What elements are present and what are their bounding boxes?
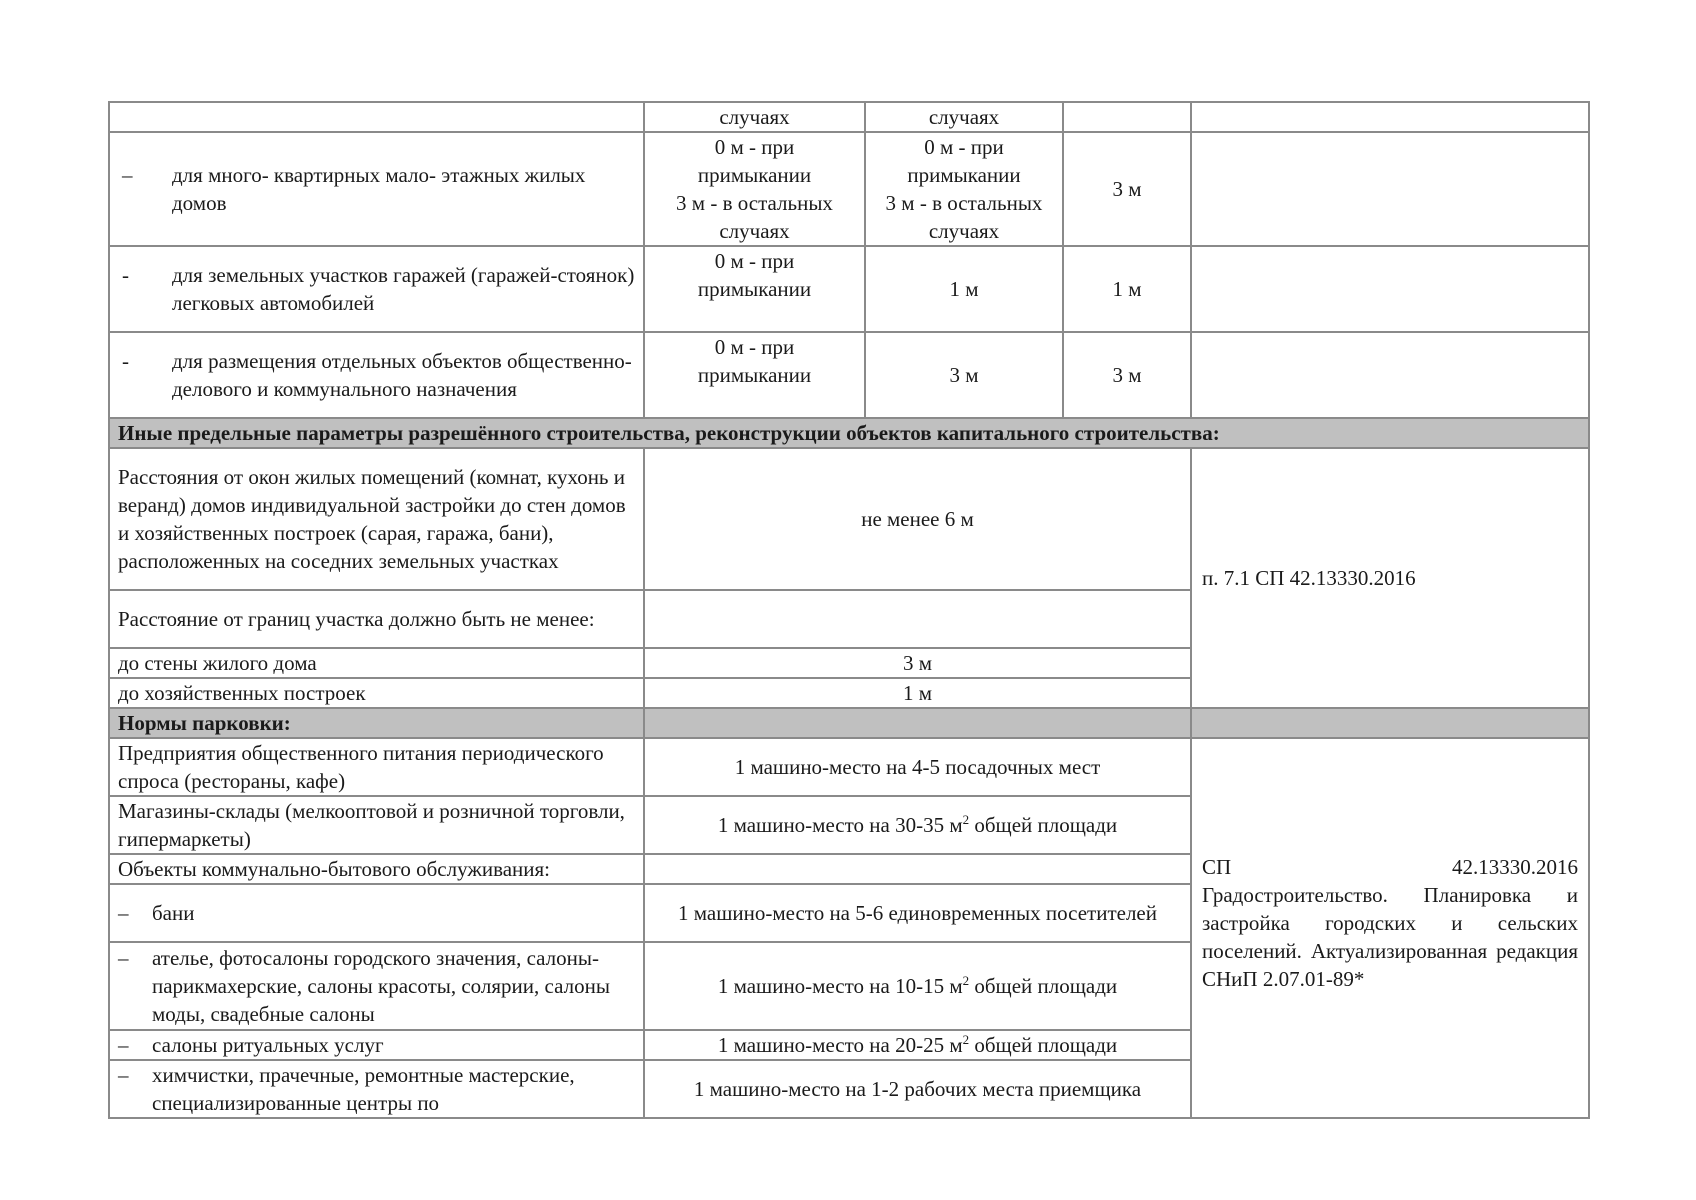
list-marker: –	[118, 946, 129, 970]
value-cell	[1063, 102, 1191, 132]
param-cell	[109, 132, 644, 246]
source-first-line: СП 42.13330.2016	[1202, 855, 1578, 879]
param-cell: Объекты коммунально-бытового обслуживания:	[109, 854, 644, 884]
list-marker: -	[122, 263, 129, 287]
table-row	[109, 132, 1589, 246]
param-cell: Магазины-склады (мелкооптовой и розничной торговли, гипермаркеты)	[109, 796, 644, 854]
param-cell	[109, 884, 644, 942]
param-cell	[109, 1060, 644, 1118]
param-cell: Расстояния от окон жилых помещений (комнат, кухонь и веранд) домов индивидуальной застройки до стен домов и хозяйственных построек (сарая, гаража, бани), расположенных на соседних земельных участках	[109, 448, 644, 590]
header-filler	[644, 708, 1191, 738]
value-cell: 1 машино-место на 1-2 рабочих места приемщика	[644, 1060, 1191, 1118]
source-cell	[1191, 332, 1589, 418]
value-cell: 0 м - при примыкании	[644, 332, 865, 418]
value-cell: 1 м	[1063, 246, 1191, 332]
param-cell	[109, 102, 644, 132]
param-cell: Предприятия общественного питания периодического спроса (рестораны, кафе)	[109, 738, 644, 796]
source-cell	[1191, 738, 1589, 1118]
table-row	[109, 738, 1589, 796]
source-text: Градостроительство. Планировка и застройка городских и сельских поселений. Актуализированная редакция СНиП 2.07.01-89*	[1202, 883, 1578, 991]
table-row	[109, 332, 1589, 418]
value-cell: не менее 6 м	[644, 448, 1191, 590]
value-cell	[644, 590, 1191, 648]
param-cell	[109, 1030, 644, 1060]
list-marker: –	[118, 901, 129, 925]
list-marker: –	[122, 163, 133, 187]
value-cell: 0 м - при примыкании 3 м - в остальных случаях	[644, 132, 865, 246]
value-cell: случаях	[644, 102, 865, 132]
list-marker: –	[118, 1033, 129, 1057]
value-cell: 3 м	[644, 648, 1191, 678]
value-cell: 1 машино-место на 4-5 посадочных мест	[644, 738, 1191, 796]
list-marker: -	[122, 349, 129, 373]
table-row	[109, 448, 1589, 590]
header-filler	[1191, 708, 1589, 738]
param-label: бани	[152, 901, 195, 925]
value-cell: 1 машино-место на 5-6 единовременных посетителей	[644, 884, 1191, 942]
value-cell	[644, 854, 1191, 884]
table-row	[109, 246, 1589, 332]
param-label: салоны ритуальных услуг	[152, 1033, 384, 1057]
param-cell	[109, 246, 644, 332]
value-cell: 0 м - при примыкании 3 м - в остальных случаях	[865, 132, 1063, 246]
param-label: для размещения отдельных объектов общественно-делового и коммунального назначения	[172, 349, 632, 401]
param-cell: до хозяйственных построек	[109, 678, 644, 708]
source-cell: п. 7.1 СП 42.13330.2016	[1191, 448, 1589, 708]
value-cell: 3 м	[1063, 132, 1191, 246]
section-header-row	[109, 418, 1589, 448]
value-cell: 1 м	[865, 246, 1063, 332]
value-cell: 1 м	[644, 678, 1191, 708]
param-cell: до стены жилого дома	[109, 648, 644, 678]
source-cell	[1191, 132, 1589, 246]
section-header-row	[109, 708, 1589, 738]
param-cell: Расстояние от границ участка должно быть не менее:	[109, 590, 644, 648]
value-cell: 1 машино-место на 20-25 $м^2$ общей площади	[644, 1030, 1191, 1060]
value-cell: 1 машино-место на 30-35 $м^2$ общей площади	[644, 796, 1191, 854]
table-row	[109, 102, 1589, 132]
value-cell: 0 м - при примыкании	[644, 246, 865, 332]
value-cell: 3 м	[865, 332, 1063, 418]
param-label: для земельных участков гаражей (гаражей-стоянок) легковых автомобилей	[172, 263, 635, 315]
param-cell	[109, 332, 644, 418]
value-cell: 3 м	[1063, 332, 1191, 418]
source-cell	[1191, 102, 1589, 132]
value-cell: 1 машино-место на 10-15 $м^2$ общей площади	[644, 942, 1191, 1030]
param-label: ателье, фотосалоны городского значения, салоны-парикмахерские, салоны красоты, солярии, салоны моды, свадебные салоны	[152, 946, 610, 1026]
param-label: химчистки, прачечные, ремонтные мастерские, специализированные центры по	[152, 1063, 575, 1115]
param-label: для много- квартирных мало- этажных жилых домов	[172, 163, 586, 215]
list-marker: –	[118, 1063, 129, 1087]
section-header-parking: Нормы парковки:	[109, 708, 644, 738]
section-header-other: Иные предельные параметры разрешённого строительства, реконструкции объектов капитального строительства:	[109, 418, 1589, 448]
value-cell: случаях	[865, 102, 1063, 132]
regulations-table	[108, 101, 1590, 1119]
param-cell	[109, 942, 644, 1030]
source-cell	[1191, 246, 1589, 332]
